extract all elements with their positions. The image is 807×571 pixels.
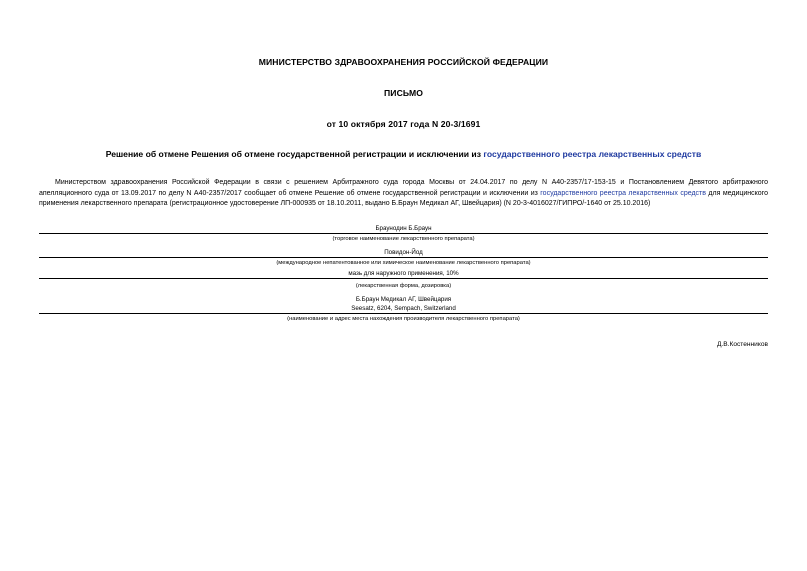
registry-link[interactable]: государственного реестра лекарственных средств <box>483 149 702 159</box>
field-divider <box>39 278 768 279</box>
trade-name-caption: (торговое наименование лекарственного препарата) <box>332 236 475 242</box>
field-divider <box>39 257 768 258</box>
dosage-form-caption: (лекарственная форма, дозировка) <box>355 283 452 289</box>
body-text-part1: Министерством здравоохранения Российской Федерации в связи с решением Арбитражного суда города Москвы от 24.04.2017 по делу N А40-2357/17-153-15 и Постановлением Девятого арбитражного апелляционного суда от 13.09.2017 по делу N А40-2357/2017 сообщает об отмене Решение об отмене государственной регистрации и исключении из <box>39 179 768 197</box>
manufacturer-caption: (наименование и адрес места нахождения производителя лекарственного препарата) <box>287 316 520 322</box>
inn-value: Повидон-Йод <box>384 249 423 256</box>
trade-name-value: Браунодин Б.Браун <box>375 225 432 232</box>
body-text-part2: для медицинского применения лекарственного препарата (регистрационное удостоверение ЛП-000935 от 18.10.2011, выдано Б.Браун Медикал АГ, Швейцария) (N 20-3-4016027/ГИПРО/-1640 от 25.10.2016) <box>39 189 768 208</box>
doc-title <box>0 149 807 159</box>
signer-name: Д.В.Костенников <box>716 341 768 348</box>
inn-caption: (международное непатентованное или химическое наименование лекарственного препарата) <box>276 260 531 266</box>
body-paragraph <box>39 178 768 210</box>
manufacturer-address: Seesatz, 6204, Sempach, Switzerland <box>351 305 456 312</box>
drug-fields-table <box>39 224 768 324</box>
doc-date-number: от 10 октября 2017 года N 20-3/1691 <box>326 119 481 129</box>
doc-title-text: Решение об отмене Решения об отмене государственной регистрации и исключении из <box>105 149 484 159</box>
field-divider <box>39 313 768 314</box>
field-divider <box>39 233 768 234</box>
body-registry-link[interactable]: государственного реестра лекарственных средств <box>540 189 706 197</box>
manufacturer-value: Б.Браун Медикал АГ, Швейцария <box>355 296 452 303</box>
doc-type: ПИСЬМО <box>384 88 423 98</box>
ministry-header: МИНИСТЕРСТВО ЗДРАВООХРАНЕНИЯ РОССИЙСКОЙ ФЕДЕРАЦИИ <box>258 57 549 67</box>
dosage-form-value: мазь для наружного применения, 10% <box>348 270 459 277</box>
